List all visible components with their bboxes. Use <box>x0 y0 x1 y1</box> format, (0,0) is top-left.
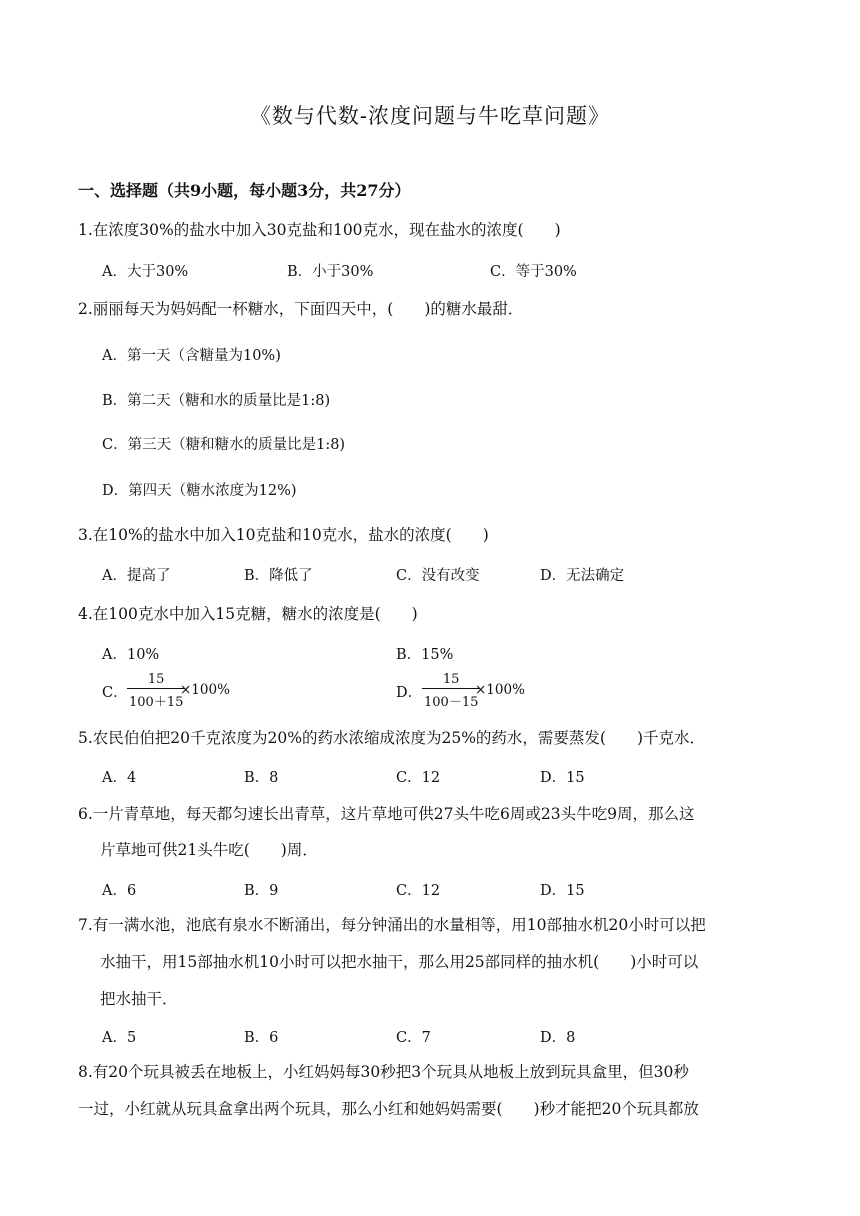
q2-option-b: B．第二天（糖和水的质量比是1:8) <box>102 393 331 409</box>
q2-option-d: D．第四天（糖水浓度为12%) <box>102 483 297 499</box>
q1-option-b: B．小于30% <box>287 264 374 280</box>
fraction-denominator: 100＋15 <box>129 695 184 710</box>
q7-option-d: D．8 <box>540 1030 576 1046</box>
question-7-line-2: 水抽干，用15部抽水机10小时可以把水抽干，那么用25部同样的抽水机( )小时可以 <box>100 953 699 971</box>
q2-option-c: C．第三天（糖和糖水的质量比是1:8) <box>102 437 346 453</box>
q7-option-b: B．6 <box>244 1030 279 1046</box>
q6-option-b: B．9 <box>244 883 279 899</box>
question-6-line-1: 6.一片青草地，每天都匀速长出青草，这片草地可供27头牛吃6周或23头牛吃9周，那么这 <box>78 805 695 823</box>
question-3: 3.在10%的盐水中加入10克盐和10克水，盐水的浓度( ) <box>78 526 489 544</box>
q1-option-a: A．大于30% <box>102 264 189 280</box>
fraction-bar <box>422 688 480 689</box>
question-7-line-3: 把水抽干． <box>100 990 178 1008</box>
q3-option-d: D．无法确定 <box>540 568 625 584</box>
q1-option-c: C．等于30% <box>490 264 577 280</box>
q7-option-c: C．7 <box>396 1030 431 1046</box>
q6-option-c: C．12 <box>396 883 441 899</box>
q3-option-a: A．提高了 <box>102 568 171 584</box>
q4-option-c-multiplier: ×100% <box>180 682 230 698</box>
section-heading: 一、选择题（共9小题，每小题3分，共27分） <box>78 181 411 200</box>
question-7-line-1: 7.有一满水池，池底有泉水不断涌出，每分钟涌出的水量相等，用10部抽水机20小时可以把 <box>78 916 706 934</box>
fraction-denominator: 100－15 <box>424 695 479 710</box>
fraction-numerator: 15 <box>147 672 165 687</box>
q6-option-a: A．6 <box>102 883 137 899</box>
q4-option-d-multiplier: ×100% <box>475 682 525 698</box>
question-5: 5.农民伯伯把20千克浓度为20%的药水浓缩成浓度为25%的药水，需要蒸发( )千克水． <box>78 729 706 747</box>
q5-option-d: D．15 <box>540 770 585 786</box>
q2-option-a: A．第一天（含糖量为10%) <box>102 348 281 364</box>
q5-option-a: A．4 <box>102 770 137 786</box>
q5-option-b: B．8 <box>244 770 279 786</box>
q7-option-a: A．5 <box>102 1030 137 1046</box>
fraction-numerator: 15 <box>442 672 460 687</box>
q3-option-c: C．没有改变 <box>396 568 480 584</box>
q4-option-d-fraction <box>422 672 480 710</box>
question-6-line-2: 片草地可供21头牛吃( )周． <box>100 841 318 859</box>
q6-option-d: D．15 <box>540 883 585 899</box>
fraction-bar <box>127 688 185 689</box>
question-8-line-1: 8.有20个玩具被丢在地板上，小红妈妈每30秒把3个玩具从地板上放到玩具盒里，但30秒 <box>78 1063 689 1081</box>
q4-option-c: C． <box>102 685 128 701</box>
page-title: 《数与代数-浓度问题与牛吃草问题》 <box>249 104 611 128</box>
question-2: 2.丽丽每天为妈妈配一杯糖水，下面四天中，( )的糖水最甜． <box>78 300 524 318</box>
q5-option-c: C．12 <box>396 770 441 786</box>
q4-option-d: D． <box>396 685 423 701</box>
q4-option-a: A．10% <box>102 647 160 663</box>
q4-option-c-fraction <box>127 672 185 710</box>
q3-option-b: B．降低了 <box>244 568 313 584</box>
question-4: 4.在100克水中加入15克糖，糖水的浓度是( ) <box>78 605 418 623</box>
question-8-line-2: 一过，小红就从玩具盒拿出两个玩具，那么小红和她妈妈需要( )秒才能把20个玩具都放 <box>78 1100 699 1118</box>
question-1: 1.在浓度30%的盐水中加入30克盐和100克水，现在盐水的浓度( ) <box>78 221 561 239</box>
q4-option-b: B．15% <box>396 647 454 663</box>
